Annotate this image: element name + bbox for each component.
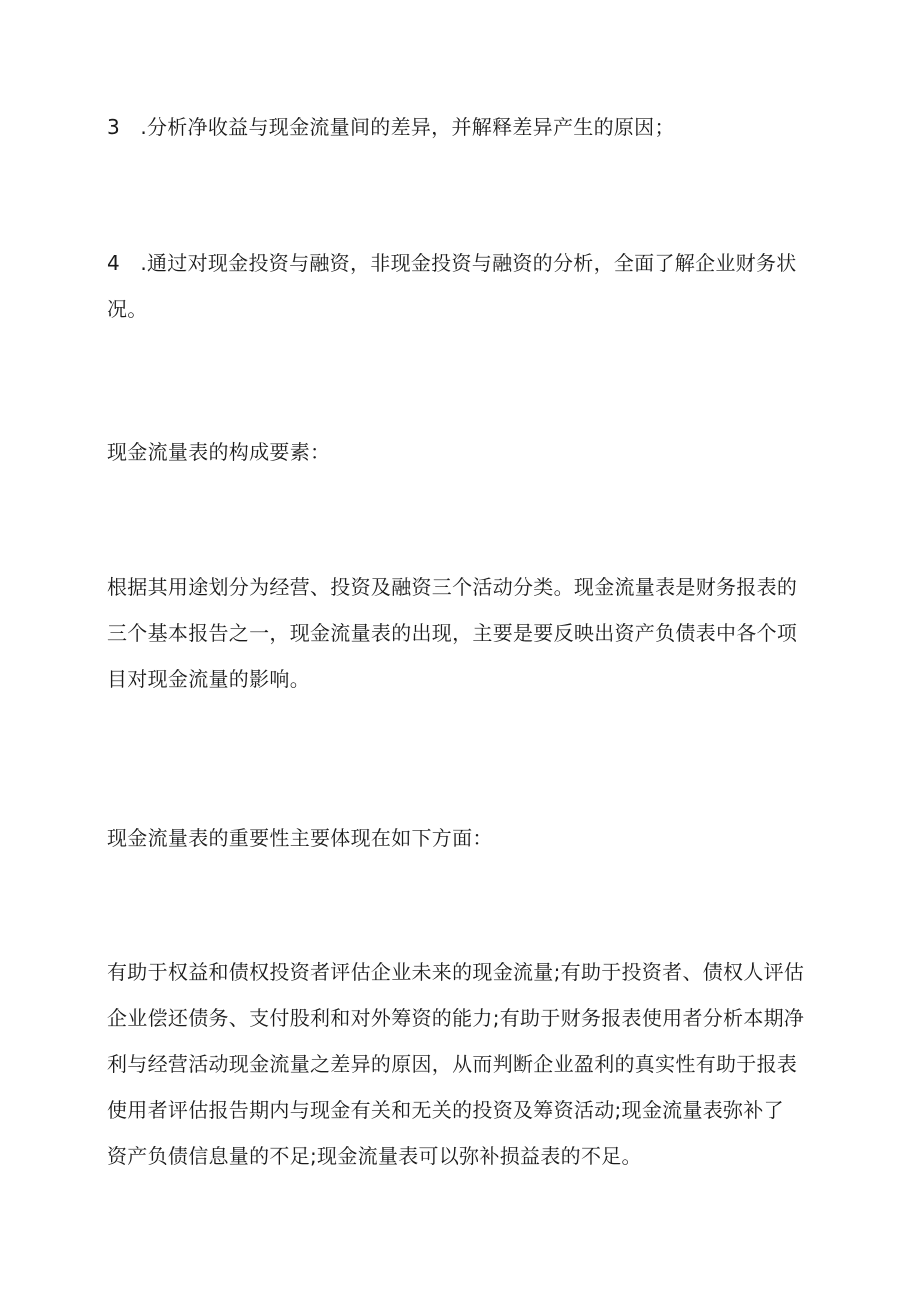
text-line: 4 .通过对现金投资与融资，非现金投资与融资的分析，全面了解企业财务状: [107, 251, 797, 275]
text-line: 企业偿还债务、支付股利和对外筹资的能力;有助于财务报表使用者分析本期净: [107, 1006, 805, 1030]
paragraph-importance: [107, 949, 805, 1179]
text-line: 资产负债信息量的不足;现金流量表可以弥补损益表的不足。: [107, 1144, 642, 1168]
text-line: 有助于权益和债权投资者评估企业未来的现金流量;有助于投资者、债权人评估: [107, 960, 805, 984]
section-heading-importance: [107, 815, 797, 861]
text-line: 利与经营活动现金流量之差异的原因，从而判断企业盈利的真实性有助于报表: [107, 1052, 798, 1076]
text-line: 3 .分析净收益与现金流量间的差异，并解释差异产生的原因；: [107, 115, 675, 139]
paragraph-item-4: [107, 240, 797, 332]
text-line: 现金流量表的构成要素：: [107, 440, 331, 464]
text-line: 使用者评估报告期内与现金有关和无关的投资及筹资活动;现金流量表弥补了: [107, 1098, 784, 1122]
paragraph-item-3: [107, 104, 797, 150]
paragraph-components: [107, 564, 797, 702]
text-line: 三个基本报告之一，现金流量表的出现，主要是要反映出资产负债表中各个项: [107, 621, 798, 645]
text-line: 况。: [107, 297, 148, 321]
text-line: 目对现金流量的影响。: [107, 667, 310, 691]
text-line: 现金流量表的重要性主要体现在如下方面：: [107, 826, 493, 850]
text-line: 根据其用途划分为经营、投资及融资三个活动分类。现金流量表是财务报表的: [107, 575, 798, 599]
section-heading-components: [107, 429, 797, 475]
